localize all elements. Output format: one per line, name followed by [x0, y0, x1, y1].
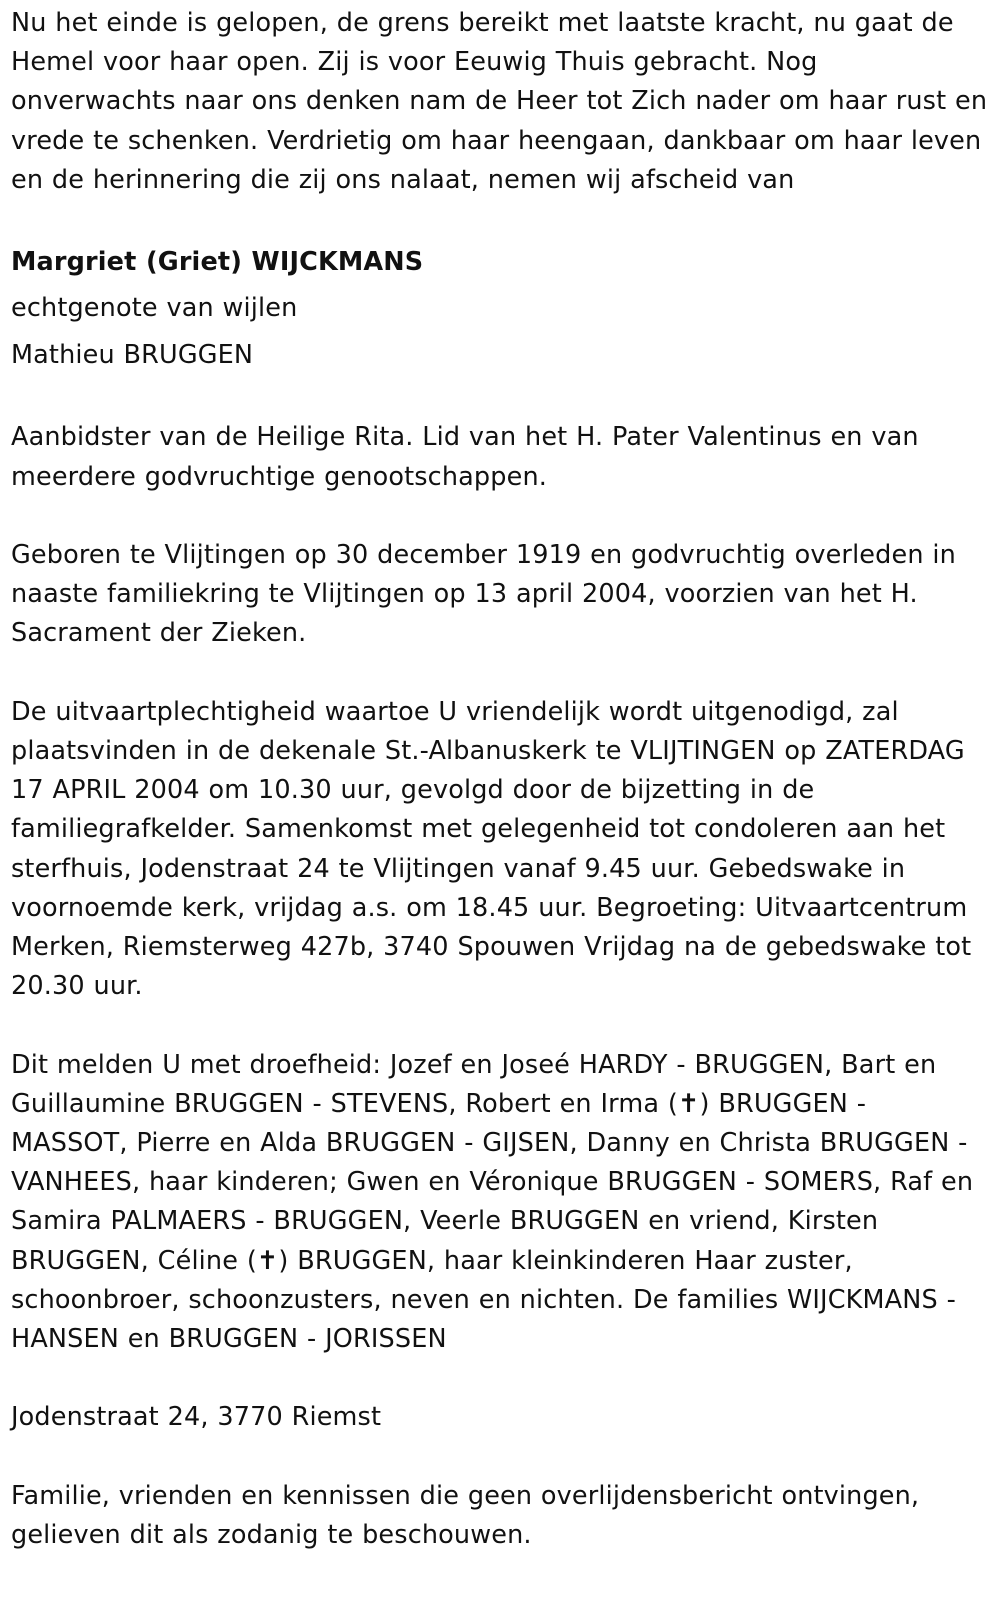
spouse-name: Mathieu BRUGGEN	[11, 340, 254, 371]
closing-paragraph: Familie, vrienden en kennissen die geen overlijdensbericht ontvingen, gelieven dit als zodanig te beschouwen.	[11, 1480, 920, 1550]
family-paragraph: Dit melden U met droefheid: Jozef en Joseé HARDY - BRUGGEN, Bart en Guillaumine BRUGGEN - STEVENS, Robert en Irma (✝) BRUGGEN - MASSOT, Pierre en Alda BRUGGEN - GIJSEN, Danny en Christa BRUGGEN - VANHEES, haar kinderen; Gwen en Véronique BRUGGEN - SOMERS, Raf en Samira PALMAERS - BRUGGEN, Veerle BRUGGEN en vriend, Kirsten BRUGGEN, Céline (✝) BRUGGEN, haar kleinkinderen Haar zuster, schoonbroer, schoonzusters, neven en nichten. De families WIJCKMANS - HANSEN en BRUGGEN - JORISSEN	[11, 1049, 974, 1355]
spacer	[11, 379, 988, 418]
spacer	[11, 654, 988, 693]
spacer	[11, 497, 988, 536]
spacer	[11, 1006, 988, 1045]
address-line: Jodenstraat 24, 3770 Riemst	[11, 1402, 382, 1433]
birth-death-paragraph: Geboren te Vlijtingen op 30 december 1919 en godvruchtig overleden in naaste familiekring te Vlijtingen op 13 april 2004, voorzien van het H. Sacrament der Zieken.	[11, 539, 956, 649]
relation-line: echtgenote van wijlen	[11, 293, 298, 324]
spacer	[11, 1438, 988, 1477]
devotion-paragraph: Aanbidster van de Heilige Rita. Lid van het H. Pater Valentinus en van meerdere godvruchtige genootschappen.	[11, 422, 919, 492]
funeral-paragraph: De uitvaartplechtigheid waartoe U vriendelijk wordt uitgenodigd, zal plaatsvinden in de dekenale St.-Albanuskerk te VLIJTINGEN op ZATERDAG 17 APRIL 2004 om 10.30 uur, gevolgd door de bijzetting in de familiegrafkelder. Samenkomst met gelegenheid tot condoleren aan het sterfhuis, Jodenstraat 24 te Vlijtingen vanaf 9.45 uur. Gebedswake in voornoemde kerk, vrijdag a.s. om 18.45 uur. Begroeting: Uitvaartcentrum Merken, Riemsterweg 427b, 3740 Spouwen Vrijdag na de gebedswake tot 20.30 uur.	[11, 696, 972, 1002]
spacer	[11, 200, 988, 239]
intro-paragraph: Nu het einde is gelopen, de grens bereikt met laatste kracht, nu gaat de Hemel voor haar open. Zij is voor Eeuwig Thuis gebracht. Nog onverwachts naar ons denken nam de Heer tot Zich nader om haar rust en vrede te schenken. Verdrietig om haar heengaan, dankbaar om haar leven en de herinnering die zij ons nalaat, nemen wij afscheid van	[11, 8, 988, 195]
deceased-name: Margriet (Griet) WIJCKMANS	[11, 247, 424, 278]
spacer	[11, 1359, 988, 1398]
